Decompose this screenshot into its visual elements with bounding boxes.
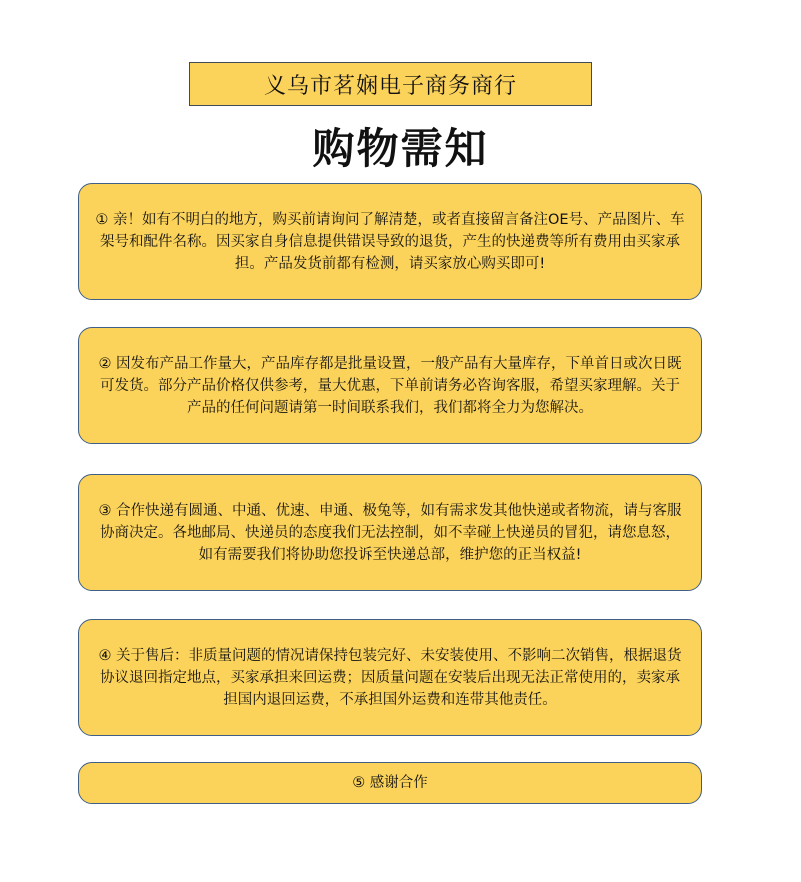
page-title: 购物需知 xyxy=(312,124,489,173)
shop-name: 义乌市茗娴电子商务商行 xyxy=(263,73,517,99)
notice-text-3: ③ 合作快递有圆通、中通、优速、申通、极兔等，如有需求发其他快递或者物流，请与客服协商决定。各地邮局、快递员的态度我们无法控制，如不幸碰上快递员的冒犯，请您息怒，如有需要我们将协助您投诉至快递总部，维护您的正当权益! xyxy=(98,502,682,563)
shop-name-banner xyxy=(189,62,592,106)
notice-text-5: ⑤ 感谢合作 xyxy=(352,775,428,791)
notice-card-2 xyxy=(78,327,702,444)
notice-text-2: ② 因发布产品工作量大，产品库存都是批量设置，一般产品有大量库存，下单首日或次日既可发货。部分产品价格仅供参考，量大优惠，下单前请务必咨询客服，希望买家理解。关于产品的任何问题请第一时间联系我们，我们都将全力为您解决。 xyxy=(98,355,682,416)
notice-card-1 xyxy=(78,183,702,300)
notice-card-3 xyxy=(78,474,702,591)
notice-card-5 xyxy=(78,762,702,804)
notice-text-1: ① 亲！如有不明白的地方，购买前请询问了解清楚，或者直接留言备注OE号、产品图片、车架号和配件名称。因买家自身信息提供错误导致的退货，产生的快递费等所有费用由买家承担。产品发货前都有检测，请买家放心购买即可! xyxy=(95,211,685,272)
notice-card-4 xyxy=(78,619,702,736)
notice-text-4: ④ 关于售后：非质量问题的情况请保持包装完好、未安装使用、不影响二次销售，根据退货协议退回指定地点，买家承担来回运费；因质量问题在安装后出现无法正常使用的，卖家承担国内退回运费，不承担国外运费和连带其他责任。 xyxy=(98,647,682,708)
